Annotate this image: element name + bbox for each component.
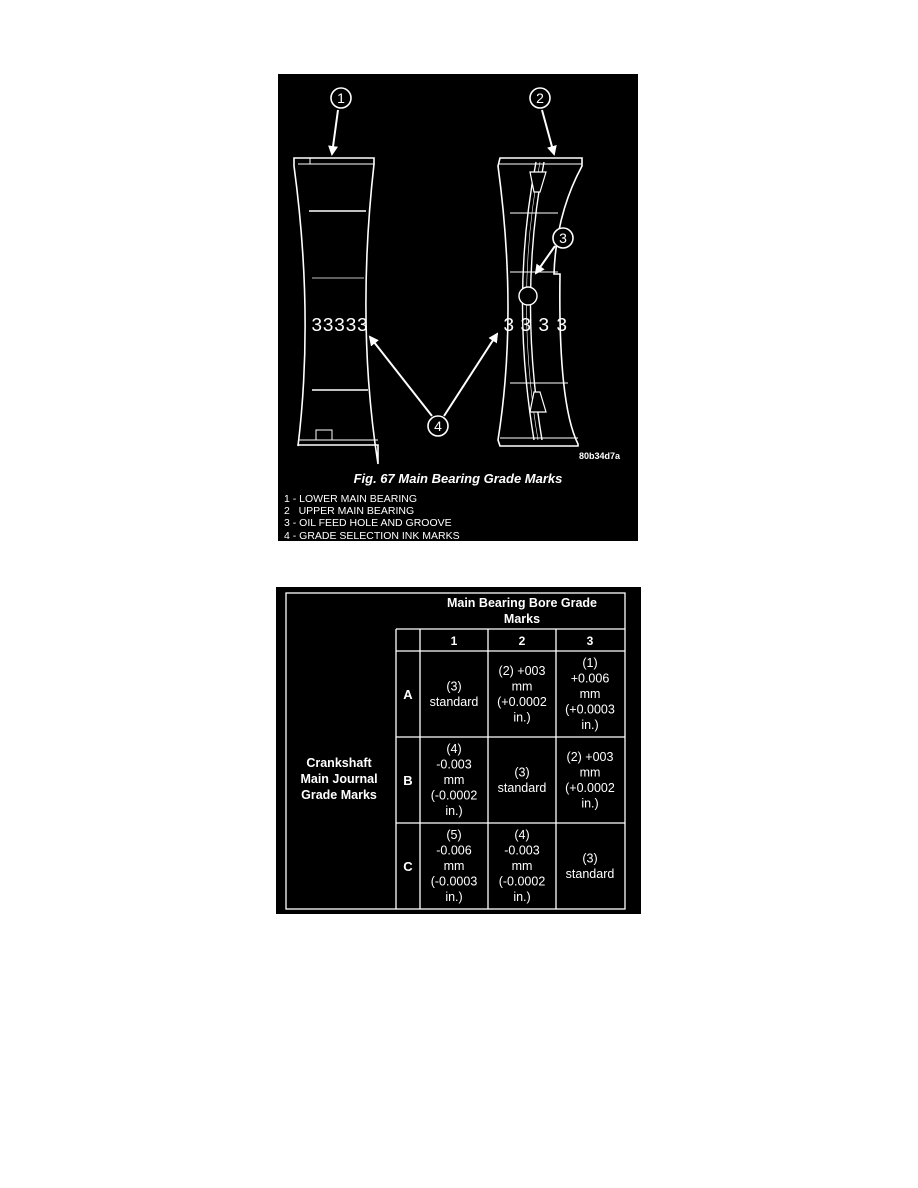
row-grade-label: B <box>403 773 413 788</box>
table-cell-line: (-0.0003 <box>430 874 478 889</box>
svg-text:1: 1 <box>337 90 345 106</box>
table-cell-line: in.) <box>581 796 599 811</box>
callout-2 <box>530 88 554 154</box>
upper-grade-mark: 3 <box>503 315 515 337</box>
table-cell-line: -0.006 <box>436 843 472 858</box>
table-cell-line: mm <box>511 679 533 694</box>
table-cell-line: (+0.0003 <box>565 702 615 717</box>
legend-item: 4 - GRADE SELECTION INK MARKS <box>284 529 460 541</box>
table-cell-line: in.) <box>581 718 599 732</box>
table-cell-line: in.) <box>513 710 531 725</box>
oil-feed-hole <box>519 287 537 305</box>
table-cell-line: in.) <box>445 890 463 904</box>
table-cell-line: in.) <box>513 890 531 904</box>
table-cell-line: standard <box>429 694 479 709</box>
table-cell-line: mm <box>579 687 601 701</box>
row-grade-label: A <box>403 687 413 702</box>
table-cell-line: mm <box>443 773 465 787</box>
table-cell-line: mm <box>579 765 601 780</box>
table-cell-line: (3) <box>582 851 598 866</box>
grade-table <box>276 587 641 914</box>
table-cell-line: -0.003 <box>436 757 472 772</box>
table-cell-line: (-0.0002 <box>430 788 478 803</box>
table-header-line1: Main Bearing Bore Grade <box>446 596 598 610</box>
figure-caption: Fig. 67 Main Bearing Grade Marks <box>353 471 563 486</box>
svg-text:3: 3 <box>559 230 567 246</box>
svg-text:4: 4 <box>434 418 442 434</box>
table-cell-line: standard <box>565 866 615 881</box>
table-cell-line: -0.003 <box>504 843 540 858</box>
grade-table-svg <box>276 587 641 914</box>
column-header: 1 <box>450 634 458 648</box>
table-header-line2: Marks <box>503 612 541 626</box>
figure-legend <box>284 493 460 541</box>
callout-4 <box>370 334 497 436</box>
table-cell-line: (2) +003 <box>498 663 546 678</box>
row-header-line: Main Journal <box>300 772 378 786</box>
table-cell-line: (+0.0002 <box>565 780 615 795</box>
table-cell-line: (3) <box>446 679 462 694</box>
upper-grade-mark: 3 <box>538 315 550 337</box>
table-cell-line: (3) <box>514 765 530 780</box>
row-grade-label: C <box>403 859 413 874</box>
column-header: 2 <box>518 634 526 648</box>
table-cell-line: +0.006 <box>570 671 610 686</box>
row-header-line: Grade Marks <box>301 788 377 802</box>
table-cell-line: mm <box>443 859 465 873</box>
svg-text:2: 2 <box>536 90 544 106</box>
table-cell-line: (+0.0002 <box>497 694 547 709</box>
legend-item: 2 UPPER MAIN BEARING <box>284 505 415 518</box>
row-header-line: Crankshaft <box>306 756 372 770</box>
table-cells <box>430 656 615 904</box>
image-code: 80b34d7a <box>578 451 620 461</box>
legend-item: 1 - LOWER MAIN BEARING <box>284 493 418 505</box>
legend-item: 3 - OIL FEED HOLE AND GROOVE <box>284 517 452 530</box>
table-cell-line: standard <box>497 780 547 795</box>
table-cell-line: (1) <box>582 656 598 670</box>
callout-1 <box>331 88 351 154</box>
upper-main-bearing <box>498 158 582 446</box>
table-cell-line: (4) <box>446 742 462 756</box>
table-cell-line: in.) <box>445 804 463 818</box>
lower-main-bearing <box>294 158 378 464</box>
table-cell-line: (2) +003 <box>566 749 614 764</box>
table-cell-line: (4) <box>514 828 530 842</box>
upper-grade-mark: 3 <box>520 315 532 337</box>
lower-grade-marks: 33333 <box>311 315 369 337</box>
column-header: 3 <box>586 634 594 648</box>
table-cell-line: (5) <box>446 828 462 842</box>
upper-grade-mark: 3 <box>556 315 568 337</box>
bearing-figure <box>278 74 638 541</box>
table-cell-line: mm <box>511 859 533 873</box>
table-cell-line: (-0.0002 <box>498 874 546 889</box>
